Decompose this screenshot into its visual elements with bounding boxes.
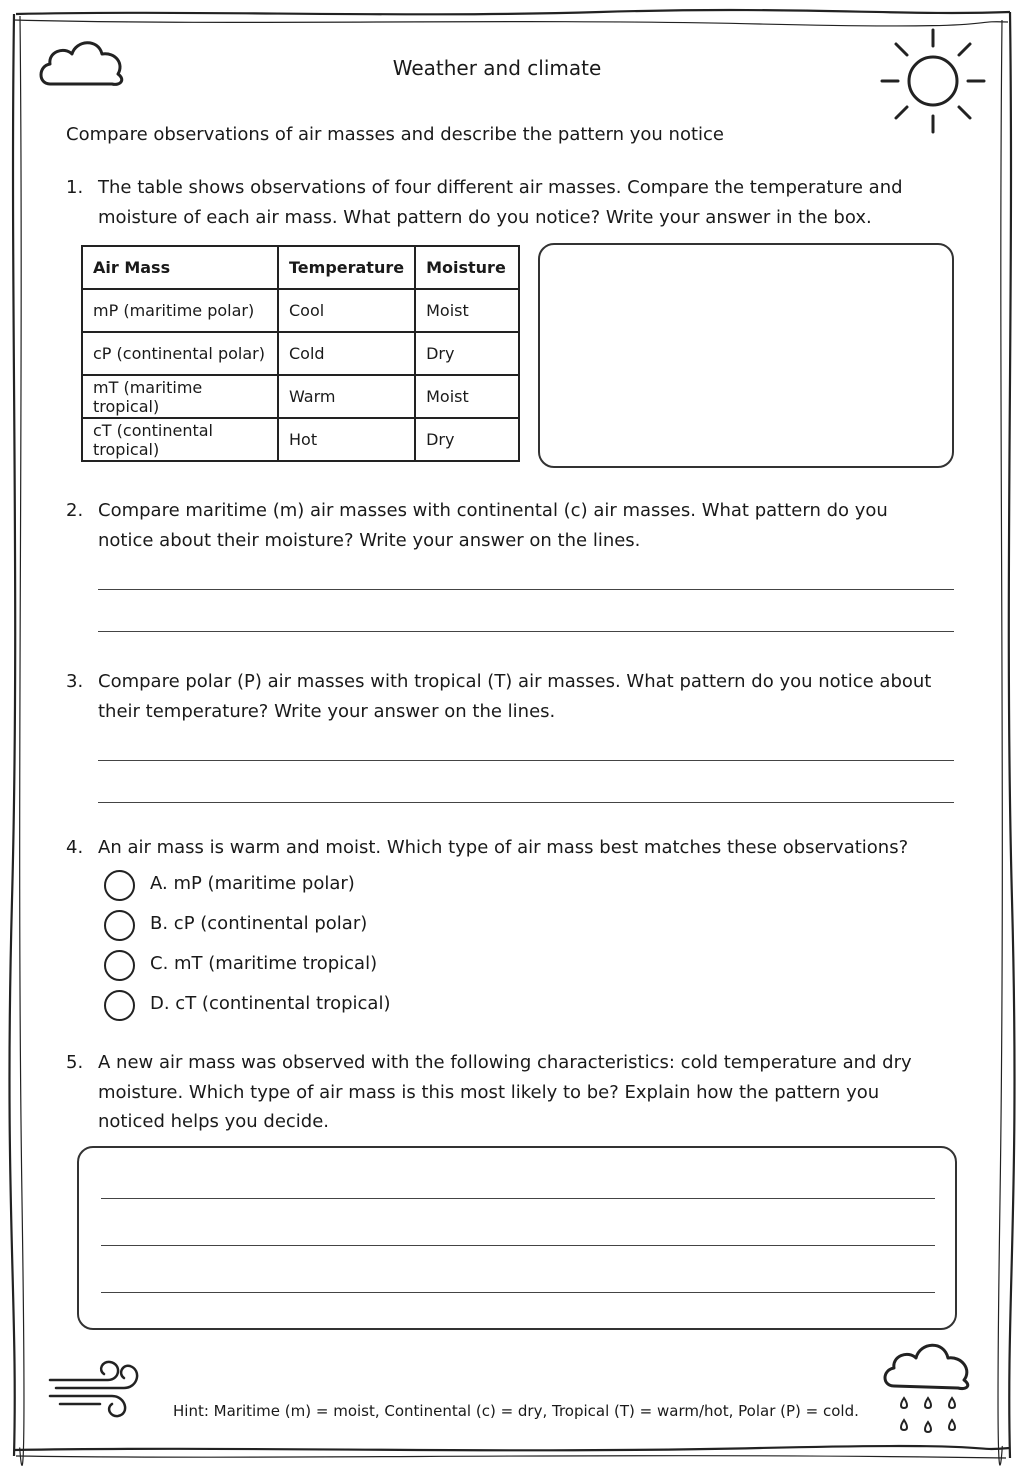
air-mass-table — [81, 245, 520, 462]
radio-circle[interactable] — [104, 910, 135, 941]
answer-box-1[interactable] — [538, 243, 954, 468]
answer-box-5[interactable] — [77, 1146, 957, 1330]
table-cell: Dry — [415, 418, 519, 461]
table-row — [82, 289, 519, 332]
question-number: 4. — [66, 837, 84, 858]
table-cell: Cold — [278, 332, 415, 375]
table-row — [82, 332, 519, 375]
sun-icon — [878, 26, 988, 136]
column-header: Air Mass — [82, 246, 278, 289]
table-row — [82, 375, 519, 418]
column-header: Moisture — [415, 246, 519, 289]
instructions: Compare observations of air masses and describe the pattern you notice — [66, 124, 724, 145]
option-label: D. cT (continental tropical) — [150, 993, 391, 1014]
question-text: An air mass is warm and moist. Which type of air mass best matches these observations? — [98, 837, 909, 858]
table-cell: cP (continental polar) — [82, 332, 278, 375]
question-text: The table shows observations of four different air masses. Compare the temperature and moisture of each air mass. What pattern do you notice? Write your answer in the box. — [98, 177, 903, 228]
question-5 — [66, 1048, 946, 1138]
question-3 — [66, 667, 946, 727]
answer-line[interactable] — [98, 802, 954, 803]
question-text: Compare maritime (m) air masses with continental (c) air masses. What pattern do you notice about their moisture? Write your answer on the lines. — [98, 500, 888, 551]
table-cell: Dry — [415, 332, 519, 375]
table-cell: Cool — [278, 289, 415, 332]
question-number: 1. — [66, 177, 84, 198]
answer-line[interactable] — [101, 1245, 935, 1246]
option-label: A. mP (maritime polar) — [150, 873, 355, 894]
answer-line[interactable] — [98, 589, 954, 590]
table-header-row — [82, 246, 519, 289]
table-cell: Moist — [415, 289, 519, 332]
radio-circle[interactable] — [104, 990, 135, 1021]
table-cell: mT (maritime tropical) — [82, 375, 278, 418]
question-number: 2. — [66, 500, 84, 521]
answer-line[interactable] — [98, 631, 954, 632]
option-label: C. mT (maritime tropical) — [150, 953, 378, 974]
hint-text: Hint: Maritime (m) = moist, Continental (c) = dry, Tropical (T) = warm/hot, Polar (P) = cold. — [173, 1402, 859, 1420]
question-4 — [66, 833, 946, 863]
table-row — [82, 418, 519, 461]
question-2 — [66, 496, 946, 556]
answer-line[interactable] — [101, 1292, 935, 1293]
table-cell: Hot — [278, 418, 415, 461]
wind-icon — [46, 1356, 146, 1420]
answer-line[interactable] — [98, 760, 954, 761]
table-cell: cT (continental tropical) — [82, 418, 278, 461]
option-label: B. cP (continental polar) — [150, 913, 368, 934]
question-1 — [66, 173, 946, 233]
page-title: Weather and climate — [392, 56, 602, 80]
radio-circle[interactable] — [104, 870, 135, 901]
answer-line[interactable] — [101, 1198, 935, 1199]
question-text: Compare polar (P) air masses with tropical (T) air masses. What pattern do you notice about their temperature? Write your answer on the lines. — [98, 671, 932, 722]
table-cell: Moist — [415, 375, 519, 418]
question-number: 3. — [66, 671, 84, 692]
question-number: 5. — [66, 1052, 84, 1073]
radio-circle[interactable] — [104, 950, 135, 981]
rain-cloud-icon — [880, 1336, 976, 1440]
table-cell: Warm — [278, 375, 415, 418]
column-header: Temperature — [278, 246, 415, 289]
table-cell: mP (maritime polar) — [82, 289, 278, 332]
question-text: A new air mass was observed with the following characteristics: cold temperature and dry moisture. Which type of air mass is this most likely to be? Explain how the pattern you noticed helps you decide. — [98, 1052, 912, 1132]
